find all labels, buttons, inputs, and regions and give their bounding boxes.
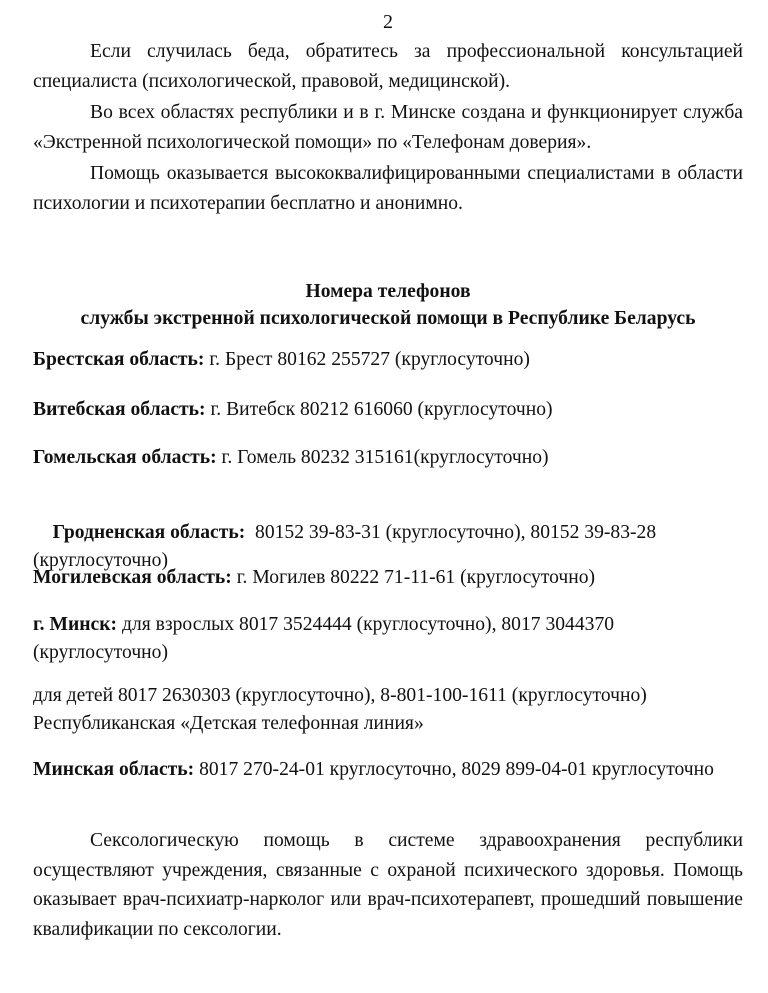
region-grodno-phones: 80152 39-83-31 (круглосуточно), 80152 39-83-28 (круглосуточно) bbox=[33, 522, 662, 571]
region-vitebsk-label: Витебская область: bbox=[33, 399, 206, 420]
intro-section bbox=[33, 37, 743, 219]
phones-heading-line-2: службы экстренной психологической помощи в Республике Беларусь bbox=[80, 308, 696, 329]
region-mogilev-phones: г. Могилев 80222 71-11-61 (круглосуточно) bbox=[231, 567, 596, 588]
intro-paragraph-1: Если случилась беда, обратитесь за профессиональной консультацией специалиста (психологической, правовой, медицинской). bbox=[33, 41, 743, 92]
region-vitebsk-phones: г. Витебск 80212 616060 (круглосуточно) bbox=[205, 399, 553, 420]
region-brest-phones: г. Брест 80162 255727 (круглосуточно) bbox=[204, 349, 530, 370]
region-minsk-city-label: г. Минск: bbox=[33, 614, 118, 635]
region-mogilev bbox=[33, 564, 743, 592]
region-vitebsk bbox=[33, 396, 743, 424]
phones-heading-line-1: Номера телефонов bbox=[305, 281, 471, 302]
region-minsk-oblast-phones: 8017 270-24-01 круглосуточно, 8029 899-04-01 круглосуточно bbox=[194, 759, 714, 780]
intro-paragraph-2: Во всех областях республики и в г. Минске создана и функционирует служба «Экстренной психологической помощи» по «Телефонам доверия». bbox=[33, 102, 743, 153]
region-minsk-city-phones: для взрослых 8017 3524444 (круглосуточно), 8017 3044370 (круглосуточно) bbox=[33, 614, 615, 663]
region-minsk-oblast bbox=[33, 756, 743, 784]
region-gomel-label: Гомельская область: bbox=[33, 447, 217, 468]
region-mogilev-label: Могилевская область: bbox=[33, 567, 232, 588]
page-number: 2 bbox=[383, 11, 393, 33]
closing-paragraph: Сексологическую помощь в системе здравоохранения республики осуществляют учреждения, связанные с охраной психического здоровья. Помощь оказывает врач-психиатр-нарколог или врач-психотерапевт, прошедший повышение квалификации по сексологии. bbox=[33, 830, 743, 940]
region-gomel-phones: г. Гомель 80232 315161(круглосуточно) bbox=[216, 447, 549, 468]
minsk-children-service-name: Республиканская «Детская телефонная линия» bbox=[33, 713, 424, 734]
region-grodno-label: Гродненская область: bbox=[52, 522, 246, 543]
region-minsk-city bbox=[33, 611, 743, 667]
region-gomel bbox=[33, 444, 743, 472]
minsk-children-line bbox=[33, 682, 743, 738]
region-brest-label: Брестская область: bbox=[33, 349, 205, 370]
intro-paragraph-3: Помощь оказывается высококвалифицированными специалистами в области психологии и психотерапии бесплатно и анонимно. bbox=[33, 163, 743, 214]
region-minsk-oblast-label: Минская область: bbox=[33, 759, 195, 780]
minsk-children-phones: для детей 8017 2630303 (круглосуточно), 8-801-100-1611 (круглосуточно) bbox=[33, 685, 647, 706]
phones-heading bbox=[33, 278, 743, 332]
region-brest bbox=[33, 346, 743, 374]
